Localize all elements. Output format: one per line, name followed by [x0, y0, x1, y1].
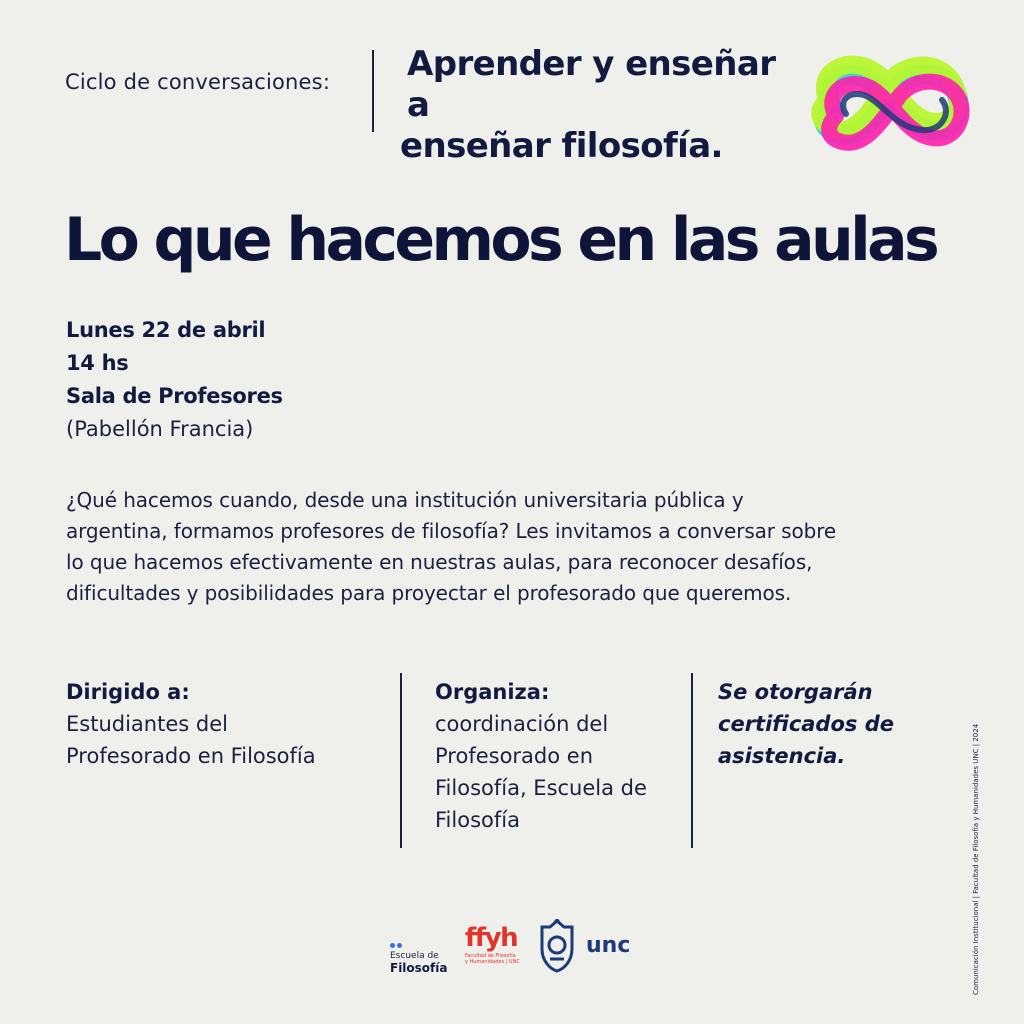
- description-line: lo que hacemos efectivamente en nuestras aulas, para reconocer desafíos,: [66, 550, 813, 574]
- audience-line: Profesorado en Filosofía: [66, 744, 316, 768]
- unc-shield-icon: [536, 919, 578, 973]
- column-divider: [691, 673, 693, 848]
- cycle-title-line-1: Aprender y enseñar a: [407, 44, 776, 125]
- escuela-dots-icon: [390, 943, 402, 949]
- certificates-line: asistencia.: [718, 744, 846, 768]
- escuela-logo-small: Escuela de: [390, 951, 439, 961]
- organizer-heading: Organiza:: [435, 680, 550, 704]
- organizer-line: Filosofía, Escuela de: [435, 776, 647, 800]
- description: [66, 485, 946, 609]
- audience-section: [66, 676, 386, 772]
- credit-text: Comunicación Institucional | Facultad de Filosofía y Humanidades UNC | 2024: [972, 723, 980, 995]
- ffyh-logo-sub: Facultad de Filosofía: [465, 953, 516, 959]
- ffyh-logo: [465, 923, 527, 965]
- unc-logo-word: unc: [586, 933, 631, 958]
- organizer-line: Profesorado en: [435, 744, 594, 768]
- event-time: 14 hs: [66, 351, 129, 375]
- column-divider: [400, 673, 402, 848]
- organizer-section: [435, 676, 680, 836]
- description-line: argentina, formamos profesores de filosofía? Les invitamos a conversar sobre: [66, 519, 837, 543]
- ffyh-logo-sub: y Humanidades | UNC: [465, 959, 520, 965]
- event-building: (Pabellón Francia): [66, 417, 254, 441]
- organizer-line: Filosofía: [435, 808, 520, 832]
- series-label: Ciclo de conversaciones:: [65, 70, 331, 94]
- footer-logos: [390, 915, 650, 985]
- organizer-line: coordinación del: [435, 712, 609, 736]
- description-line: dificultades y posibilidades para proyectar el profesorado que queremos.: [66, 581, 792, 605]
- header-divider: [372, 50, 374, 132]
- cycle-title: [400, 44, 800, 167]
- ffyh-logo-word: ffyh: [465, 923, 518, 953]
- cycle-title-line-2: enseñar filosofía.: [400, 126, 723, 166]
- infinity-logo-icon: [806, 30, 972, 162]
- certificates-line: certificados de: [718, 712, 894, 736]
- event-details: [66, 314, 283, 446]
- escuela-logo-big: Filosofía: [390, 961, 448, 975]
- certificates-line: Se otorgarán: [718, 680, 873, 704]
- main-title: Lo que hacemos en las aulas: [64, 205, 937, 275]
- description-line: ¿Qué hacemos cuando, desde una institución universitaria pública y: [66, 488, 744, 512]
- certificates-note: [718, 676, 978, 772]
- audience-line: Estudiantes del: [66, 712, 228, 736]
- audience-heading: Dirigido a:: [66, 680, 190, 704]
- event-venue: Sala de Profesores: [66, 384, 283, 408]
- event-date: Lunes 22 de abril: [66, 318, 266, 342]
